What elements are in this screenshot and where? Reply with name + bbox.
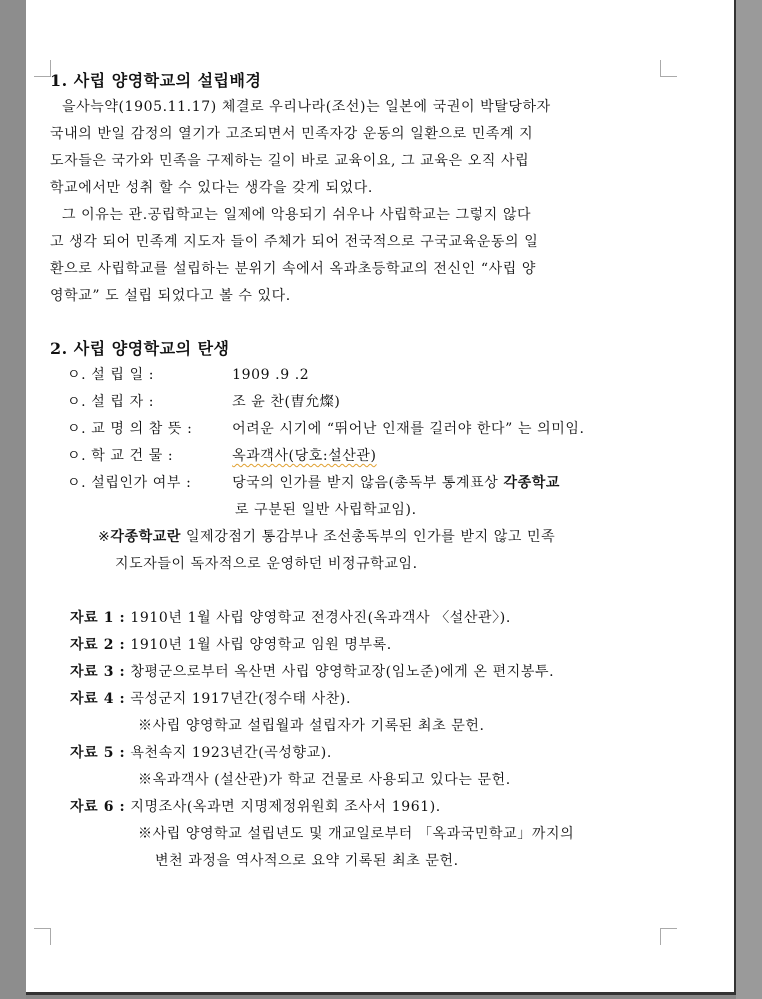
ref-note-4: ※사립 양영학교 설립월과 설립자가 기록된 최초 문헌. (138, 718, 485, 734)
para-line: 국내의 반일 감정의 열기가 고조되면서 민족자강 운동의 일환으로 민족계 지 (50, 126, 534, 142)
workspace-left (0, 0, 26, 999)
ref-note-6-cont: 변천 과정을 역사적으로 요약 기록된 최초 문헌. (155, 853, 459, 869)
ref-item-4: 자료 4 : 곡성군지 1917년간(정수태 사찬). (70, 691, 352, 707)
para-line: 도자들은 국가와 민족을 구제하는 길이 바로 교육이요, 그 교육은 오직 사립 (50, 153, 530, 169)
info-row-name-meaning: ㅇ. 교 명 의 참 뜻 : 어려운 시기에 “뛰어난 인재를 길러야 한다” 는 의미임. (67, 421, 585, 437)
info-row-founder: ㅇ. 설 립 자 : 조 윤 찬(曺允燦) (67, 394, 341, 410)
info-row-approval-cont: 로 구분된 일반 사립학교임). (235, 502, 417, 518)
document-body (50, 68, 670, 875)
margin-mark-top-left (34, 60, 51, 77)
reference-list (50, 605, 670, 875)
para-line: 환으로 사립학교를 설립하는 분위기 속에서 옥과초등학교의 전신인 “사립 양 (50, 261, 537, 277)
info-row-founding-date: ㅇ. 설 립 일 : 1909 .9 .2 (67, 367, 310, 383)
ref-note-6: ※사립 양영학교 설립년도 및 개교일로부터 「옥과국민학교」까지의 (138, 826, 575, 842)
ref-item-5: 자료 5 : 욕천속지 1923년간(곡성향교). (70, 745, 332, 761)
para-line: 고 생각 되어 민족계 지도자 들이 주체가 되어 전국적으로 구국교육운동의 일 (50, 234, 539, 250)
section1-paragraph (50, 94, 670, 310)
margin-mark-bottom-left (34, 928, 51, 945)
ref-item-6: 자료 6 : 지명조사(옥과면 지명제정위원회 조사서 1961). (70, 799, 441, 815)
note-gakjong: ※각종학교란 일제강점기 통감부나 조선총독부의 인가를 받지 않고 민족 지도자들이 독자적으로 운영하던 비정규학교임. (98, 529, 556, 572)
margin-mark-bottom-right (660, 928, 677, 945)
ref-item-1: 자료 1 : 1910년 1월 사립 양영학교 전경사진(옥과객사 〈설산관〉). (70, 610, 511, 626)
section2-title: 2. 사립 양영학교의 탄생 (50, 339, 230, 358)
ref-note-5: ※옥과객사 (설산관)가 학교 건물로 사용되고 있다는 문헌. (138, 772, 511, 788)
para-line: 을사늑약(1905.11.17) 체결로 우리나라(조선)는 일본에 국권이 박탈당하자 (62, 99, 551, 115)
ref-item-2: 자료 2 : 1910년 1월 사립 양영학교 임원 명부록. (70, 637, 392, 653)
info-row-building: ㅇ. 학 교 건 물 : 옥과객사(당호:설산관) (67, 448, 377, 464)
section1-title: 1. 사립 양영학교의 설립배경 (50, 71, 262, 90)
founding-info (50, 362, 670, 524)
ref-item-3: 자료 3 : 창평군으로부터 옥산면 사립 양영학교장(임노준)에게 온 편지봉투. (70, 664, 555, 680)
para-line: 학교에서만 성취 할 수 있다는 생각을 갖게 되었다. (50, 180, 373, 196)
workspace-right (736, 0, 762, 999)
info-row-approval: ㅇ. 설립인가 여부 : 당국의 인가를 받지 않음(총독부 통계표상 각종학교 (67, 475, 560, 491)
para-line: 그 이유는 관.공립학교는 일제에 악용되기 쉬우나 사립학교는 그렇지 않다 (62, 207, 532, 223)
para-line: 영학교” 도 설립 되었다고 볼 수 있다. (50, 288, 291, 304)
